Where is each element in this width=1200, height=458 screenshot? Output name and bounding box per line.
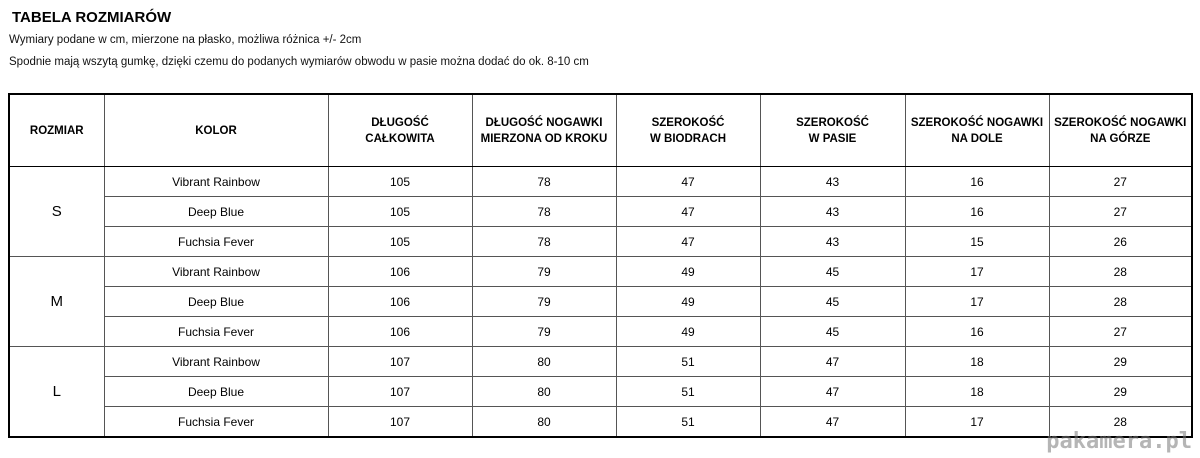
measurement-value: 47 [616, 197, 760, 227]
color-name: Fuchsia Fever [104, 317, 328, 347]
measurement-value: 105 [328, 197, 472, 227]
size-label: L [9, 347, 104, 438]
measurement-value: 80 [472, 377, 616, 407]
measurement-value: 17 [905, 407, 1049, 438]
measurement-value: 106 [328, 317, 472, 347]
measurement-value: 107 [328, 377, 472, 407]
measurement-value: 15 [905, 227, 1049, 257]
color-name: Fuchsia Fever [104, 227, 328, 257]
size-chart-table [8, 93, 1193, 438]
measurement-value: 27 [1049, 317, 1192, 347]
table-row [9, 257, 1192, 287]
measurement-value: 16 [905, 197, 1049, 227]
measurement-value: 43 [760, 167, 905, 197]
color-name: Deep Blue [104, 377, 328, 407]
table-row [9, 407, 1192, 438]
watermark-logo: pakamera.pl [1046, 429, 1192, 454]
color-name: Deep Blue [104, 197, 328, 227]
page-title: TABELA ROZMIARÓW [12, 9, 172, 26]
measurement-value: 80 [472, 407, 616, 438]
measurement-value: 107 [328, 407, 472, 438]
measurement-value: 51 [616, 347, 760, 377]
measurement-value: 106 [328, 257, 472, 287]
header-color: KOLOR [104, 94, 328, 167]
size-label: S [9, 167, 104, 257]
measurement-value: 28 [1049, 257, 1192, 287]
measurement-value: 45 [760, 257, 905, 287]
color-name: Vibrant Rainbow [104, 257, 328, 287]
table-row [9, 287, 1192, 317]
measurement-value: 27 [1049, 197, 1192, 227]
table-body [9, 167, 1192, 438]
size-label: M [9, 257, 104, 347]
measurement-value: 17 [905, 287, 1049, 317]
table-row [9, 227, 1192, 257]
measurement-value: 26 [1049, 227, 1192, 257]
measurement-value: 29 [1049, 347, 1192, 377]
measurement-value: 78 [472, 227, 616, 257]
color-name: Vibrant Rainbow [104, 347, 328, 377]
measurement-value: 16 [905, 317, 1049, 347]
color-name: Fuchsia Fever [104, 407, 328, 438]
measurement-note: Wymiary podane w cm, mierzone na płasko, możliwa różnica +/- 2cm [9, 34, 362, 46]
header-leg-bottom-width: SZEROKOŚĆ NOGAWKI NA DOLE [905, 94, 1049, 167]
measurement-value: 16 [905, 167, 1049, 197]
table-row [9, 347, 1192, 377]
measurement-value: 78 [472, 197, 616, 227]
measurement-value: 80 [472, 347, 616, 377]
table-row [9, 197, 1192, 227]
measurement-value: 47 [760, 407, 905, 438]
measurement-value: 17 [905, 257, 1049, 287]
color-name: Deep Blue [104, 287, 328, 317]
measurement-value: 105 [328, 227, 472, 257]
measurement-value: 49 [616, 287, 760, 317]
measurement-value: 18 [905, 377, 1049, 407]
measurement-value: 106 [328, 287, 472, 317]
measurement-value: 79 [472, 287, 616, 317]
measurement-value: 49 [616, 257, 760, 287]
measurement-value: 47 [616, 227, 760, 257]
measurement-value: 49 [616, 317, 760, 347]
measurement-value: 47 [760, 347, 905, 377]
header-size: ROZMIAR [9, 94, 104, 167]
header-leg-top-width: SZEROKOŚĆ NOGAWKI NA GÓRZE [1049, 94, 1192, 167]
header-total-length: DŁUGOŚĆ CAŁKOWITA [328, 94, 472, 167]
measurement-value: 28 [1049, 287, 1192, 317]
measurement-value: 79 [472, 317, 616, 347]
color-name: Vibrant Rainbow [104, 167, 328, 197]
measurement-value: 18 [905, 347, 1049, 377]
measurement-value: 107 [328, 347, 472, 377]
header-hip-width: SZEROKOŚĆ W BIODRACH [616, 94, 760, 167]
measurement-value: 29 [1049, 377, 1192, 407]
measurement-value: 79 [472, 257, 616, 287]
measurement-value: 43 [760, 197, 905, 227]
measurement-value: 45 [760, 287, 905, 317]
measurement-value: 43 [760, 227, 905, 257]
table-row [9, 377, 1192, 407]
header-inseam: DŁUGOŚĆ NOGAWKI MIERZONA OD KROKU [472, 94, 616, 167]
header-row [9, 94, 1192, 167]
measurement-value: 105 [328, 167, 472, 197]
waist-elastic-note: Spodnie mają wszytą gumkę, dzięki czemu do podanych wymiarów obwodu w pasie można dodać do ok. 8-10 cm [9, 56, 589, 68]
measurement-value: 47 [616, 167, 760, 197]
measurement-value: 27 [1049, 167, 1192, 197]
table-row [9, 167, 1192, 197]
measurement-value: 51 [616, 377, 760, 407]
measurement-value: 51 [616, 407, 760, 438]
measurement-value: 78 [472, 167, 616, 197]
header-waist-width: SZEROKOŚĆ W PASIE [760, 94, 905, 167]
measurement-value: 47 [760, 377, 905, 407]
measurement-value: 45 [760, 317, 905, 347]
table-row [9, 317, 1192, 347]
measurement-value: 28 [1049, 407, 1192, 438]
